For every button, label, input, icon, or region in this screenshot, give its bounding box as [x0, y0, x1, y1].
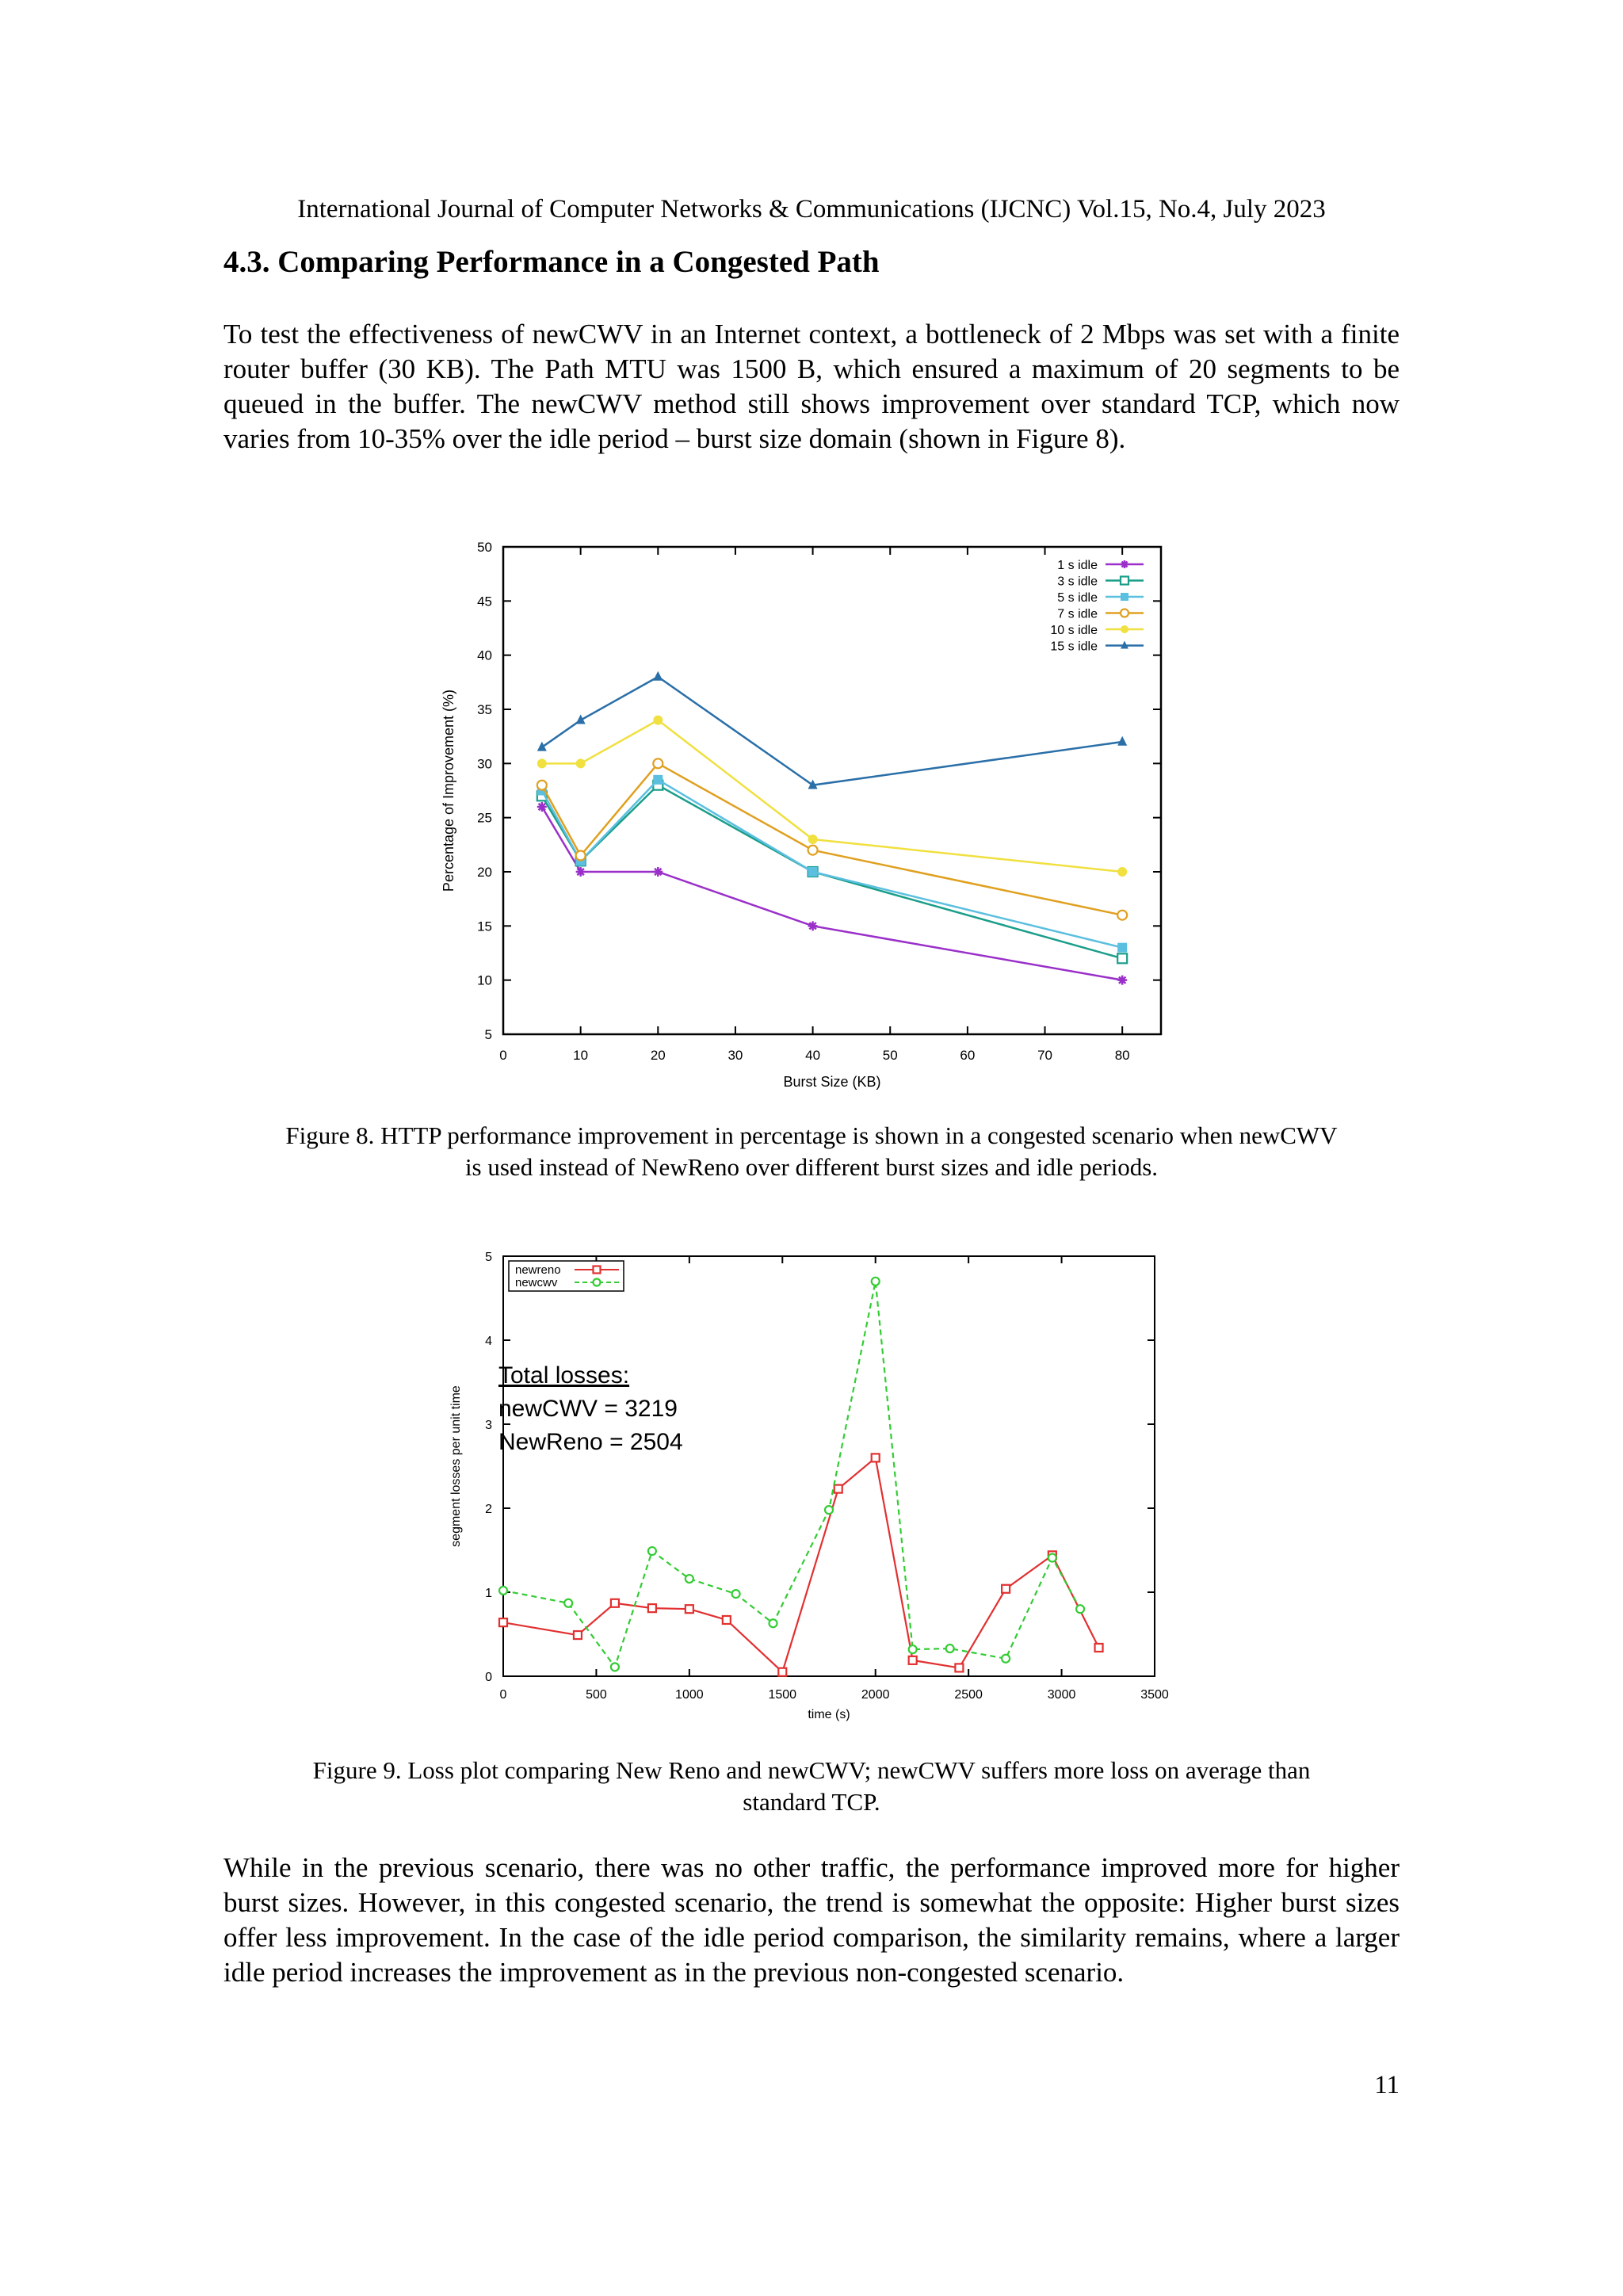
data-point	[574, 1631, 582, 1639]
data-point	[955, 1664, 963, 1671]
y-tick-label: 5	[485, 1251, 492, 1264]
figure-9-chart	[436, 1236, 1181, 1728]
data-point	[653, 775, 663, 785]
data-point	[872, 1278, 880, 1286]
page-number: 11	[1374, 2071, 1400, 2099]
y-tick-label: 1	[485, 1587, 492, 1600]
legend-marker	[1121, 593, 1128, 601]
data-point	[648, 1604, 656, 1612]
data-point	[564, 1599, 572, 1607]
data-point	[723, 1616, 731, 1624]
y-axis-label: Percentage of Improvement (%)	[441, 689, 456, 892]
data-point	[808, 835, 818, 844]
legend-entry: 5 s idle	[1057, 591, 1098, 605]
y-tick-label: 3	[485, 1419, 492, 1432]
legend-marker	[1121, 577, 1128, 585]
y-tick-label: 50	[477, 540, 492, 555]
journal-header: International Journal of Computer Networks & Communications (IJCNC) Vol.15, No.4, July 2023	[297, 195, 1326, 223]
plot-frame	[503, 1256, 1155, 1676]
figure-8-chart	[436, 531, 1181, 1094]
y-tick-label: 35	[477, 702, 492, 717]
data-point	[648, 1547, 656, 1555]
section-heading: 4.3. Comparing Performance in a Congested Path	[223, 245, 880, 279]
x-tick-label: 500	[586, 1688, 607, 1702]
data-point	[611, 1663, 619, 1671]
data-point	[499, 1587, 507, 1595]
annotation-line: NewReno = 2504	[498, 1429, 683, 1455]
x-tick-label: 50	[882, 1048, 898, 1063]
x-tick-label: 40	[805, 1048, 821, 1063]
x-tick-label: 2500	[954, 1688, 983, 1702]
data-point	[909, 1645, 917, 1653]
figure-8-caption-line: is used instead of NewReno over different burst sizes and idle periods.	[464, 1153, 1159, 1181]
legend-marker	[594, 1266, 601, 1274]
y-tick-label: 30	[477, 756, 492, 772]
data-point	[653, 716, 663, 725]
x-axis-label: time (s)	[808, 1708, 850, 1721]
data-point	[1048, 1554, 1056, 1562]
y-tick-label: 20	[477, 865, 492, 880]
data-point	[576, 851, 586, 861]
x-tick-label: 10	[573, 1048, 589, 1063]
data-point	[537, 781, 547, 790]
x-tick-label: 70	[1037, 1048, 1052, 1063]
data-point	[808, 846, 818, 855]
data-point	[1002, 1585, 1010, 1593]
data-point	[499, 1618, 507, 1626]
x-tick-label: 60	[960, 1048, 976, 1063]
x-tick-label: 80	[1114, 1048, 1130, 1063]
legend-entry: newcwv	[515, 1276, 558, 1289]
legend	[509, 1261, 624, 1291]
legend-entry: 1 s idle	[1057, 559, 1098, 572]
y-tick-label: 4	[485, 1335, 492, 1348]
legend-marker	[594, 1279, 601, 1286]
body-paragraph: To test the effectiveness of newCWV in an Internet context, a bottleneck of 2 Mbps was set with a finite router buffer (30 KB). The Path MTU was 1500 B, which ensured a maximum of 20 segments to be queued in the buffer. The newCWV method still shows improvement over standard TCP, which now varies from 10-35% over the idle period – burst size domain (shown in Figure 8).	[223, 319, 1400, 454]
y-tick-label: 40	[477, 648, 492, 663]
legend-entry: newreno	[515, 1263, 561, 1277]
y-tick-label: 5	[484, 1027, 492, 1042]
data-point	[732, 1590, 740, 1598]
annotation-line: newCWV = 3219	[498, 1396, 678, 1422]
data-point	[653, 867, 663, 877]
data-point	[1117, 943, 1127, 953]
data-point	[778, 1668, 786, 1676]
data-point	[576, 867, 586, 877]
legend-entry: 7 s idle	[1057, 607, 1098, 621]
figure-9-caption-line: Figure 9. Loss plot comparing New Reno and newCWV; newCWV suffers more loss on average than	[312, 1756, 1311, 1784]
data-point	[872, 1454, 880, 1461]
data-point	[576, 758, 586, 768]
x-tick-label: 0	[499, 1688, 507, 1702]
x-tick-label: 3000	[1047, 1688, 1076, 1702]
y-tick-label: 10	[477, 972, 492, 988]
x-tick-label: 0	[499, 1048, 507, 1063]
legend-entry: 3 s idle	[1057, 575, 1098, 589]
data-point	[946, 1645, 954, 1652]
y-tick-label: 2	[485, 1503, 492, 1516]
legend-entry: 10 s idle	[1050, 624, 1098, 637]
figure-9-caption-line: standard TCP.	[743, 1788, 880, 1816]
y-tick-label: 15	[477, 919, 492, 934]
data-point	[685, 1575, 693, 1583]
x-tick-label: 2000	[861, 1688, 890, 1702]
data-point	[769, 1619, 777, 1627]
data-point	[834, 1485, 842, 1493]
data-point	[685, 1605, 693, 1613]
legend-marker	[1121, 609, 1128, 617]
legend-marker	[1121, 625, 1128, 633]
data-point	[909, 1656, 917, 1664]
figure-9-caption	[223, 1755, 1400, 1818]
y-tick-label: 25	[477, 810, 492, 826]
x-tick-label: 30	[727, 1048, 743, 1063]
y-tick-label: 0	[485, 1671, 492, 1684]
x-axis-label: Burst Size (KB)	[783, 1074, 881, 1090]
data-point	[808, 921, 818, 930]
data-point	[1095, 1644, 1103, 1652]
x-tick-label: 3500	[1140, 1688, 1169, 1702]
data-point	[808, 867, 818, 877]
y-axis-label: segment losses per unit time	[449, 1385, 463, 1547]
data-point	[611, 1599, 619, 1607]
legend-marker	[1121, 560, 1128, 568]
legend-entry: 15 s idle	[1050, 640, 1098, 654]
data-point	[1117, 911, 1127, 920]
data-point	[1117, 867, 1127, 877]
data-point	[653, 758, 663, 768]
x-tick-label: 1000	[675, 1688, 704, 1702]
data-point	[825, 1506, 833, 1514]
x-tick-label: 20	[650, 1048, 666, 1063]
annotation-line: Total losses:	[498, 1362, 630, 1389]
x-tick-label: 1500	[768, 1688, 797, 1702]
data-point	[1076, 1605, 1084, 1613]
data-point	[537, 758, 547, 768]
figure-8-caption-line: Figure 8. HTTP performance improvement in percentage is shown in a congested scenario when newCWV	[285, 1121, 1338, 1149]
data-point	[1117, 953, 1127, 963]
data-point	[1002, 1655, 1010, 1663]
y-tick-label: 45	[477, 594, 492, 609]
body-paragraph: While in the previous scenario, there was no other traffic, the performance improved more for higher burst sizes. However, in this congested scenario, the trend is somewhat the opposite: Higher burst sizes offer less improvement. In the case of the idle period comparison, the similarity remains, where a larger idle period increases the improvement as in the previous non-congested scenario.	[223, 1852, 1400, 1988]
figure-8-caption	[223, 1120, 1400, 1183]
